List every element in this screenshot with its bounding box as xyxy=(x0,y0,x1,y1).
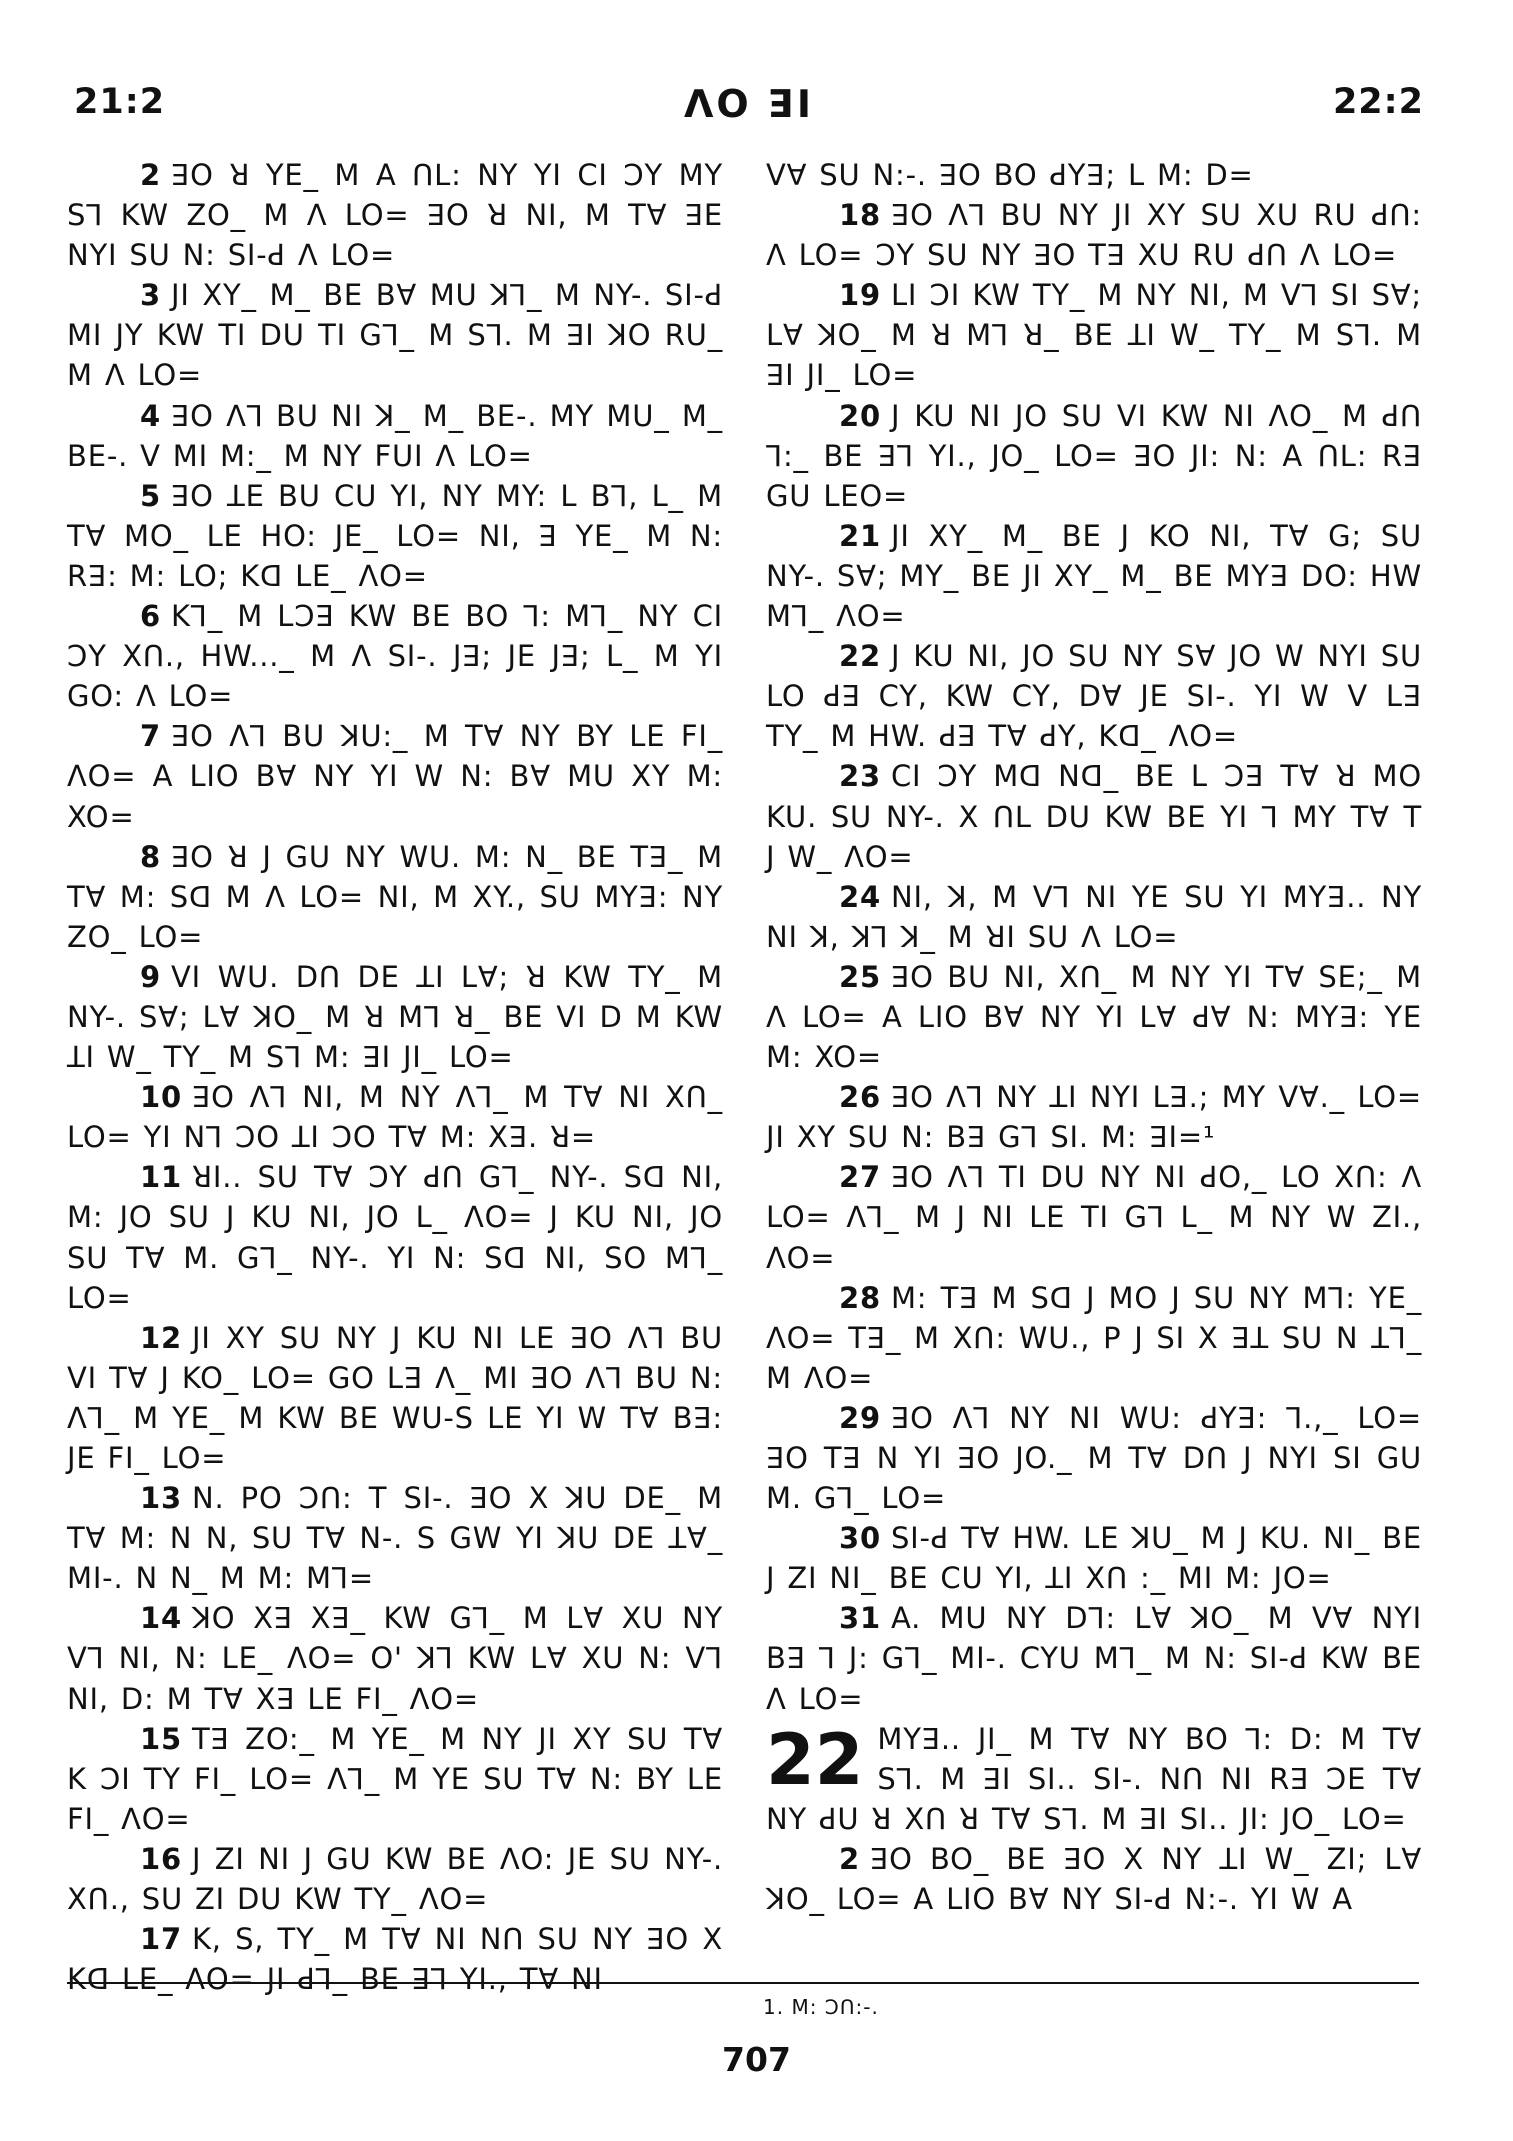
verse-number: 2 xyxy=(140,158,161,192)
verse-number: 16 xyxy=(140,1841,182,1876)
verse xyxy=(67,155,723,275)
verse-number: 31 xyxy=(839,1601,881,1636)
verse-text: ꓱO ꓥꓶ NY ꓕI NYI Lꓱ.; MY Vꓯ._ LO= JI XY SU N: Bꓱ Gꓶ SI. M: ꓱI=¹ xyxy=(766,1080,1422,1155)
chapter-opening xyxy=(766,1719,1422,1839)
verse-text: SI-ꓒ Tꓯ HW. LE ꓘU_ M J KU. NI_ BE J ZI NI_ BE CU YI, ꓕI Xꓵ :_ MI M: JO= xyxy=(766,1521,1422,1596)
verse-number: 7 xyxy=(140,719,161,754)
page-number: 707 xyxy=(722,2040,791,2079)
verse xyxy=(766,636,1422,756)
verse xyxy=(766,1839,1422,1919)
right-text-column xyxy=(766,155,1422,1919)
verse xyxy=(67,476,723,596)
verse xyxy=(67,1478,723,1598)
verse-text: JI XY_ M_ BE Bꓯ MU ꓘꓶ_ M NY-. SI-ꓒ MI JY KW TI DU TI Gꓶ_ M Sꓶ. M ꓱI ꓘO RU_ M ꓥ LO= xyxy=(67,278,723,393)
verse xyxy=(766,1398,1422,1518)
verse-text: J KU NI JO SU VI KW NI ꓥO_ M ꓒꓵ ꓶ:_ BE ꓱꓶ YI., JO_ LO= ꓱO JI: N: A ꓵꓡ: Rꓱ GU LEO= xyxy=(766,398,1422,513)
verse-number: 30 xyxy=(839,1521,881,1556)
verse xyxy=(67,1318,723,1478)
verse-number: 4 xyxy=(140,398,161,433)
verse-number: 15 xyxy=(140,1721,182,1756)
verse-text: ꓱO BU NI, Xꓵ_ M NY YI Tꓯ SE;_ M ꓥ LO= A LIO Bꓯ NY YI Lꓯ ꓒꓯ N: MYꓱ: YE M: XO= xyxy=(766,959,1422,1075)
verse xyxy=(766,1077,1422,1157)
verse-number: 17 xyxy=(140,1922,182,1957)
footnote-rule xyxy=(67,1982,1419,1984)
verse-number: 11 xyxy=(140,1160,182,1195)
verse xyxy=(766,1518,1422,1598)
verse xyxy=(67,716,723,836)
verse-number: 2 xyxy=(839,1841,860,1876)
verse-number: 20 xyxy=(839,398,881,433)
verse-number: 9 xyxy=(140,959,161,994)
footnote: 1. M: ꓛꓵ:-. xyxy=(763,1995,879,2019)
verse xyxy=(67,1839,723,1919)
verse xyxy=(766,756,1422,876)
verse-number: 25 xyxy=(839,959,881,994)
verse-number: 13 xyxy=(140,1481,182,1516)
verse xyxy=(67,275,723,395)
verse-number: 27 xyxy=(839,1160,881,1195)
verse-text: J KU NI, JO SU NY Sꓯ JO W NYI SU LO ꓒꓱ CY, KW CY, Dꓯ JE SI-. YI W V Lꓱ TY_ M HW. ꓒꓱ Tꓯ ꓒY, Kꓷ_ ꓥO= xyxy=(766,639,1422,754)
verse xyxy=(67,1919,723,1999)
verse-number: 12 xyxy=(140,1320,182,1355)
verse-text: Vꓯ SU N:-. ꓱO BO ꓒYꓱ; L M: D= xyxy=(766,158,1254,192)
verse-text: A. MU NY Dꓶ: Lꓯ ꓘO_ M Vꓯ NYI Bꓱ ꓶ J: Gꓶ_ MI-. CYU Mꓶ_ M N: SI-ꓒ KW BE ꓥ LO= xyxy=(766,1601,1422,1716)
verse-text: ꓱO ꓥꓶ NI, M NY ꓥꓶ_ M Tꓯ NI Xꓵ_ LO= YI Nꓶ ꓛO ꓕI ꓛO Tꓯ M: Xꓱ. ꓤ= xyxy=(67,1080,723,1155)
verse-text: ꓱO ꓥꓶ BU ꓘU:_ M Tꓯ NY BY LE FI_ ꓥO= A LIO Bꓯ NY YI W N: Bꓯ MU XY M: XO= xyxy=(67,719,723,834)
verse xyxy=(67,1598,723,1718)
verse xyxy=(766,275,1422,395)
verse-text: ꓤI.. SU Tꓯ ꓛY ꓒꓵ Gꓶ_ NY-. Sꓷ NI, M: JO SU J KU NI, JO L_ ꓥO= J KU NI, JO SU Tꓯ M. Gꓶ_ NY-. YI N: Sꓷ NI, SO Mꓶ_ LO= xyxy=(67,1160,723,1315)
verse-number: 18 xyxy=(839,198,881,233)
verse xyxy=(766,957,1422,1077)
verse-number: 23 xyxy=(839,759,881,794)
verse-text: ꓱO ꓥꓶ NY NI WU: ꓒYꓱ: ꓶ.,_ LO= ꓱO Tꓱ N YI ꓱO JO._ M Tꓯ Dꓵ J NYI SI GU M. Gꓶ_ LO= xyxy=(766,1400,1422,1516)
verse-text: CI ꓛY Mꓷ Nꓷ_ BE L ꓛꓱ Tꓯ ꓤ MO KU. SU NY-. X ꓵꓡ DU KW BE YI ꓶ MY Tꓯ T J W_ ꓥO= xyxy=(766,759,1422,874)
verse xyxy=(766,1157,1422,1277)
chapter-number: 22 xyxy=(766,1718,864,1801)
right-chapter-verse-ref: 22:2 xyxy=(1332,82,1424,122)
verse-text: NI, ꓘ, M Vꓶ NI YE SU YI MYꓱ.. NY NI ꓘ, ꓘꓶ ꓘ_ M ꓤI SU ꓥ LO= xyxy=(766,879,1422,954)
chapter-first-verse-text: MYꓱ.. JI_ M Tꓯ NY BO ꓶ: D: M Tꓯ Sꓶ. M ꓱI SI.. SI-. Nꓵ NI Rꓱ ꓛE Tꓯ NY ꓒU ꓤ Xꓵ ꓤ Tꓯ Sꓶ. M ꓱI SI.. JI: JO_ LO= xyxy=(766,1721,1422,1836)
verse xyxy=(67,837,723,957)
verse-number: 3 xyxy=(140,278,161,313)
verse-number: 29 xyxy=(839,1400,881,1435)
verse-number: 6 xyxy=(140,599,161,634)
verse xyxy=(67,1719,723,1839)
verse xyxy=(766,396,1422,516)
verse xyxy=(766,195,1422,275)
verse-text: Tꓱ ZO:_ M YE_ M NY JI XY SU Tꓯ K ꓛI TY FI_ LO= ꓥꓶ_ M YE SU Tꓯ N: BY LE FI_ ꓥO= xyxy=(67,1721,723,1836)
verse-text: ꓱO ꓤ J GU NY WU. M: N_ BE Tꓱ_ M Tꓯ M: Sꓷ M ꓥ LO= NI, M XY., SU MYꓱ: NY ZO_ LO= xyxy=(67,839,723,954)
verse xyxy=(67,1077,723,1157)
verse-text: LI ꓛI KW TY_ M NY NI, M Vꓶ SI Sꓯ; Lꓯ ꓘO_ M ꓤ Mꓶ ꓤ_ BE ꓕI W_ TY_ M Sꓶ. M ꓱI JI_ LO= xyxy=(766,278,1422,393)
verse-text: ꓱO ꓥꓶ BU NI ꓘ_ M_ BE-. MY MU_ M_ BE-. V MI M:_ M NY FUI ꓥ LO= xyxy=(67,398,723,473)
verse-text: J ZI NI J GU KW BE ꓥO: JE SU NY-. Xꓵ., SU ZI DU KW TY_ ꓥO= xyxy=(67,1841,723,1917)
verse-text: ꓱO BO_ BE ꓱO X NY ꓕI W_ ZI; Lꓯ ꓘO_ LO= A LIO Bꓯ NY SI-ꓒ N:-. YI W A xyxy=(766,1841,1422,1917)
verse-text: M: Tꓱ M Sꓷ J MO J SU NY Mꓶ: YE_ ꓥO= Tꓱ_ M Xꓵ: WU., P J SI X ꓱꓕ SU N ꓕꓶ_ M ꓥO= xyxy=(766,1280,1422,1395)
verse-text: N. PO ꓛꓵ: T SI-. ꓱO X ꓘU DE_ M Tꓯ M: N N, SU Tꓯ N-. S GW YI ꓘU DE ꓕꓯ_ MI-. N N_ M M: Mꓶ= xyxy=(67,1481,723,1596)
left-text-column xyxy=(67,155,723,1999)
verse-text: ꓱO ꓥꓶ BU NY JI XY SU XU RU ꓒꓵ: ꓥ LO= ꓛY SU NY ꓱO Tꓱ XU RU ꓒꓵ ꓥ LO= xyxy=(766,198,1422,273)
verse-text: ꓱO ꓕE BU CU YI, NY MY: L Bꓶ, L_ M Tꓯ MO_ LE HO: JE_ LO= NI, ꓱ YE_ M N: Rꓱ: M: LO; Kꓷ LE_ ꓥO= xyxy=(67,478,723,593)
verse-continuation xyxy=(766,155,1422,195)
verse-text: VI WU. Dꓵ DE ꓕI Lꓯ; ꓤ KW TY_ M NY-. Sꓯ; Lꓯ ꓘO_ M ꓤ Mꓶ ꓤ_ BE VI D M KW ꓕI W_ TY_ M Sꓶ M: ꓱI JI_ LO= xyxy=(67,959,723,1075)
verse-text: K, S, TY_ M Tꓯ NI Nꓵ SU NY ꓱO X Kꓷ LE_ ꓥO= JI ꓒꓶ_ BE ꓱꓶ YI., Tꓯ NI xyxy=(67,1922,723,1997)
verse-number: 21 xyxy=(839,518,881,553)
verse-text: Kꓶ_ M Lꓛꓱ KW BE BO ꓶ: Mꓶ_ NY CI ꓛY Xꓵ., HW..._ M ꓥ SI-. Jꓱ; JE Jꓱ; L_ M YI GO: ꓥ LO= xyxy=(67,599,723,714)
verse xyxy=(766,1278,1422,1398)
book-title: ꓥO ꓱꓲ xyxy=(683,82,815,126)
verse-number: 24 xyxy=(839,879,881,914)
verse-number: 10 xyxy=(140,1080,182,1115)
verse-text: ꓱO ꓤ YE_ M A ꓵꓡ: NY YI CI ꓛY MY Sꓶ KW ZO_ M ꓥ LO= ꓱO ꓤ NI, M Tꓯ ꓱE NYI SU N: SI-ꓒ ꓥ LO= xyxy=(67,158,723,273)
running-head xyxy=(74,82,1424,134)
verse-number: 28 xyxy=(839,1280,881,1315)
verse-text: ꓘO Xꓱ Xꓱ_ KW Gꓶ_ M Lꓯ XU NY Vꓶ NI, N: LE_ ꓥO= O' ꓘꓶ KW Lꓯ XU N: Vꓶ NI, D: M Tꓯ Xꓱ LE FI_ ꓥO= xyxy=(67,1601,723,1716)
verse-number: 8 xyxy=(140,839,161,874)
verse-text: JI XY_ M_ BE J KO NI, Tꓯ G; SU NY-. Sꓯ; MY_ BE JI XY_ M_ BE MYꓱ DO: HW Mꓶ_ ꓥO= xyxy=(766,518,1422,634)
verse-text: JI XY SU NY J KU NI LE ꓱO ꓥꓶ BU VI Tꓯ J KO_ LO= GO Lꓱ ꓥ_ MI ꓱO ꓥꓶ BU N: ꓥꓶ_ M YE_ M KW BE WU-S LE YI W Tꓯ Bꓱ: JE FI_ LO= xyxy=(67,1320,723,1475)
verse xyxy=(766,1598,1422,1718)
verse-number: 22 xyxy=(839,639,881,674)
verse xyxy=(766,516,1422,636)
verse-number: 26 xyxy=(839,1080,881,1115)
verse-text: ꓱO ꓥꓶ TI DU NY NI ꓒO,_ LO Xꓵ: ꓥ LO= ꓥꓶ_ M J NI LE TI Gꓶ L_ M NY W ZI., ꓥO= xyxy=(766,1160,1422,1275)
verse xyxy=(67,396,723,476)
verse xyxy=(67,596,723,716)
verse-number: 14 xyxy=(140,1601,182,1636)
verse xyxy=(67,957,723,1077)
verse-number: 5 xyxy=(140,478,161,513)
verse xyxy=(766,877,1422,957)
verse-number: 19 xyxy=(839,278,881,313)
left-chapter-verse-ref: 21:2 xyxy=(74,82,166,122)
verse xyxy=(67,1157,723,1317)
